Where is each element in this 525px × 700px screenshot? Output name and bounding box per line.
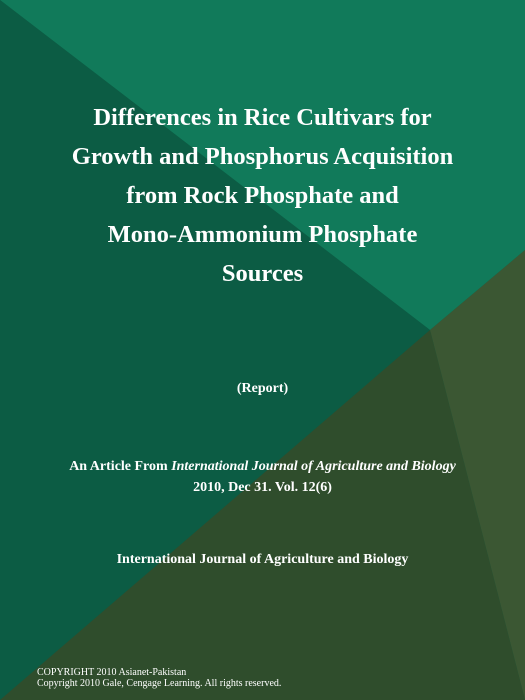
title-line: Growth and Phosphorus Acquisition: [71, 143, 454, 170]
title-line: from Rock Phosphate and: [126, 182, 399, 209]
article-source: [20, 456, 505, 498]
title-line: Sources: [221, 260, 304, 287]
title-line: Mono-Ammonium Phosphate: [107, 221, 418, 248]
report-tag: (Report): [236, 381, 289, 396]
copyright-notice: [37, 667, 497, 689]
book-title: [30, 98, 495, 293]
article-prefix: An Article From: [69, 459, 172, 474]
copyright-line: COPYRIGHT 2010 Asianet-Pakistan: [37, 667, 187, 678]
copyright-line: Copyright 2010 Gale, Cengage Learning. All rights reserved.: [37, 678, 282, 689]
article-source-line: [20, 456, 505, 477]
journal-name: International Journal of Agriculture and Biology: [171, 459, 456, 474]
publisher-name: International Journal of Agriculture and Biology: [116, 552, 409, 567]
title-line: Differences in Rice Cultivars for: [93, 104, 432, 131]
issue-info: 2010, Dec 31. Vol. 12(6): [193, 480, 332, 495]
